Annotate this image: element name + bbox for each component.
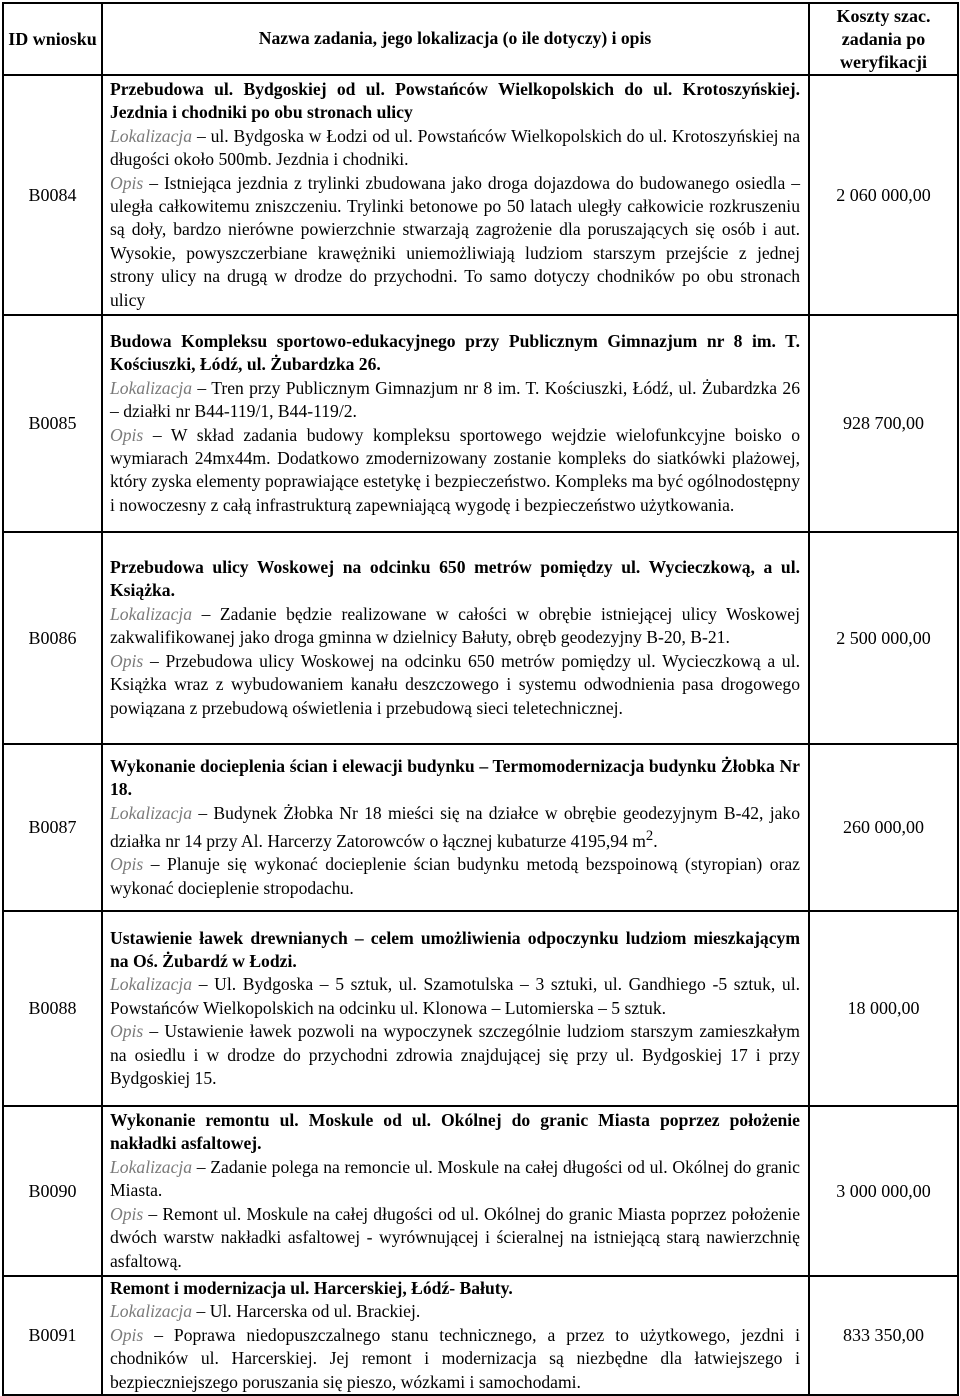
row-id: B0088 — [3, 911, 102, 1106]
task-location — [110, 603, 800, 650]
row-cost: 260 000,00 — [809, 744, 958, 911]
row-description — [102, 1276, 809, 1395]
location-text: – Zadanie polega na remoncie ul. Moskule na całej długości od ul. Okólnej do granic Miasta. — [110, 1156, 800, 1201]
task-description — [110, 650, 800, 720]
row-description — [102, 911, 809, 1106]
task-description — [110, 1324, 800, 1394]
table-row — [3, 911, 958, 1106]
tasks-table — [2, 2, 959, 1396]
superscript: 2 — [645, 828, 654, 845]
row-cost: 18 000,00 — [809, 911, 958, 1106]
location-text: – ul. Bydgoska w Łodzi od ul. Powstańców Wielkopolskich do ul. Krotoszyńskiej na długości około 500mb. Jezdnia i chodniki. — [110, 125, 800, 170]
task-location — [110, 125, 800, 172]
description-text: – Poprawa niedopuszczalnego stanu technicznego, a przez to użytkowego, jezdni i chodników ul. Harcerskiej. Jej remont i modernizacja są niezbędne dla łatwiejszego i bezpieczniejszego poruszania się pieszo, wózkami i samochodami. — [110, 1324, 800, 1392]
row-description — [102, 532, 809, 744]
row-id: B0091 — [3, 1276, 102, 1395]
table-row — [3, 315, 958, 532]
location-text: – Ul. Harcerska od ul. Brackiej. — [192, 1301, 421, 1322]
location-label: Lokalizacja — [110, 802, 193, 823]
table-row — [3, 75, 958, 315]
location-label: Lokalizacja — [110, 974, 193, 995]
task-description — [110, 853, 800, 900]
header-name: Nazwa zadania, jego lokalizacja (o ile dotyczy) i opis — [102, 3, 809, 75]
task-title: Wykonanie remontu ul. Moskule od ul. Okólnej do granic Miasta poprzez położenie nakładki asfaltowej. — [110, 1110, 800, 1154]
task-description — [110, 1203, 800, 1273]
row-description — [102, 744, 809, 911]
task-description — [110, 172, 800, 312]
description-label: Opis — [110, 424, 144, 445]
description-label: Opis — [110, 172, 144, 193]
location-label: Lokalizacja — [110, 1301, 193, 1322]
description-text: – W skład zadania budowy kompleksu sportowego wejdzie wielofunkcyjne boisko o wymiarach 24mx44m. Dodatkowo zmodernizowany zostanie kompleks do siatkówki plażowej, który zyska elementy poprawiające estetykę i bezpieczeństwo. Kompleks ma być ogólnodostępny i nowoczesny z całą infrastrukturą zapewniającą wygodę i bezpieczeństwo użytkowania. — [110, 424, 800, 515]
description-text: – Planuje się wykonać docieplenie ścian budynku metodą bezspoinową (styropian) oraz wykonać docieplenie stropodachu. — [110, 854, 800, 898]
row-id: B0087 — [3, 744, 102, 911]
row-id: B0090 — [3, 1106, 102, 1276]
header-cost: Koszty szac. zadania po weryfikacji — [809, 3, 958, 75]
location-label: Lokalizacja — [110, 1156, 193, 1177]
description-text: – Istniejąca jezdnia z trylinki zbudowana jako droga dojazdowa do budowanego osiedla – uległa całkowitemu zniszczeniu. Trylinki betonowe po 50 latach uległy całkowicie rozkruszeniu są doły, bardzo nierówne powierzchnie stwarzają zagrożenie dla poruszających się osób i aut. Wysokie, powyszczerbiane krawężniki uniemożliwiają ludziom starszym przejście z jednej strony ulicy na drugą w drodze do przychodni. To samo dotyczy chodników po obu stronach ulicy — [110, 172, 800, 310]
row-cost: 2 500 000,00 — [809, 532, 958, 744]
row-cost: 2 060 000,00 — [809, 75, 958, 315]
task-location — [110, 1156, 800, 1203]
location-text: – Tren przy Publicznym Gimnazjum nr 8 im. T. Kościuszki, Łódź, ul. Żubardzka 26 – działki nr B44-119/1, B44-119/2. — [110, 377, 800, 422]
table-header-row — [3, 3, 958, 75]
row-cost: 833 350,00 — [809, 1276, 958, 1395]
task-location — [110, 973, 800, 1020]
table-row — [3, 532, 958, 744]
description-label: Opis — [110, 1203, 144, 1224]
row-description — [102, 75, 809, 315]
header-id: ID wniosku — [3, 3, 102, 75]
row-id: B0084 — [3, 75, 102, 315]
description-text: – Ustawienie ławek pozwoli na wypoczynek szczególnie ludziom starszym zamieszkałym na osiedlu i w drodze do przychodni zdrowia znajdującej się przy ul. Bydgoskiej 17 i przy Bydgoskiej 15. — [110, 1021, 800, 1089]
location-label: Lokalizacja — [110, 377, 193, 398]
location-text: – Zadanie będzie realizowane w całości w obrębie istniejącej ulicy Woskowej zakwalifikowanej jako droga gminna w dzielnicy Bałuty, obręb geodezyjny B-20, B-21. — [110, 603, 800, 648]
description-text: – Remont ul. Moskule na całej długości od ul. Okólnej do granic Miasta poprzez położenie dwóch warstw nakładki asfaltowej - wyrównującej i ścieralnej na istniejącą starą nawierzchnię asfaltową. — [110, 1203, 800, 1271]
row-id: B0085 — [3, 315, 102, 532]
description-label: Opis — [110, 1324, 144, 1345]
task-title: Ustawienie ławek drewnianych – celem umożliwienia odpoczynku ludziom mieszkającym na Oś. Żubardź w Łodzi. — [110, 927, 800, 971]
row-cost: 3 000 000,00 — [809, 1106, 958, 1276]
location-text: – Ul. Bydgoska – 5 sztuk, ul. Szamotulska – 3 sztuki, ul. Gandhiego -5 sztuk, ul. Powstańców Wielkopolskich na odcinku ul. Klonowa – Lutomierska – 5 sztuk. — [110, 974, 800, 1018]
task-description — [110, 1020, 800, 1090]
row-cost: 928 700,00 — [809, 315, 958, 532]
row-id: B0086 — [3, 532, 102, 744]
description-text: – Przebudowa ulicy Woskowej na odcinku 650 metrów pomiędzy ul. Wycieczkową a ul. Książka wraz z wybudowaniem kanału deszczowego i systemu odwodnienia pasa drogowego powiązana z przebudową oświetlenia i przebudową sieci teletechnicznej. — [110, 650, 800, 718]
task-title: Wykonanie docieplenia ścian i elewacji budynku – Termomodernizacja budynku Żłobka Nr 18. — [110, 755, 800, 800]
description-label: Opis — [110, 1021, 144, 1042]
task-title: Budowa Kompleksu sportowo-edukacyjnego przy Publicznym Gimnazjum nr 8 im. T. Kościuszki, Łódź, ul. Żubardzka 26. — [110, 330, 800, 375]
description-label: Opis — [110, 650, 144, 671]
description-label: Opis — [110, 854, 144, 875]
table-row — [3, 1106, 958, 1276]
location-label: Lokalizacja — [110, 125, 193, 146]
task-location — [110, 802, 800, 854]
row-description — [102, 315, 809, 532]
task-location — [110, 1300, 800, 1323]
task-location — [110, 377, 800, 424]
task-title: Przebudowa ulicy Woskowej na odcinku 650 metrów pomiędzy ul. Wycieczkową, a ul. Książka. — [110, 557, 800, 601]
row-description — [102, 1106, 809, 1276]
location-text: – Budynek Żłobka Nr 18 mieści się na działce w obrębie geodezyjnym B-42, jako działka nr 14 przy Al. Harcerzy Zatorowców o łącznej kubaturze 4195,94 m — [110, 802, 800, 851]
table-row — [3, 1276, 958, 1395]
task-title: Remont i modernizacja ul. Harcerskiej, Łódź- Bałuty. — [110, 1278, 513, 1298]
table-row — [3, 744, 958, 911]
location-label: Lokalizacja — [110, 603, 193, 624]
location-end: . — [653, 830, 658, 851]
task-title: Przebudowa ul. Bydgoskiej od ul. Powstańców Wielkopolskich do ul. Krotoszyńskiej. Jezdnia i chodniki po obu stronach ulicy — [110, 78, 800, 123]
task-description — [110, 424, 800, 518]
